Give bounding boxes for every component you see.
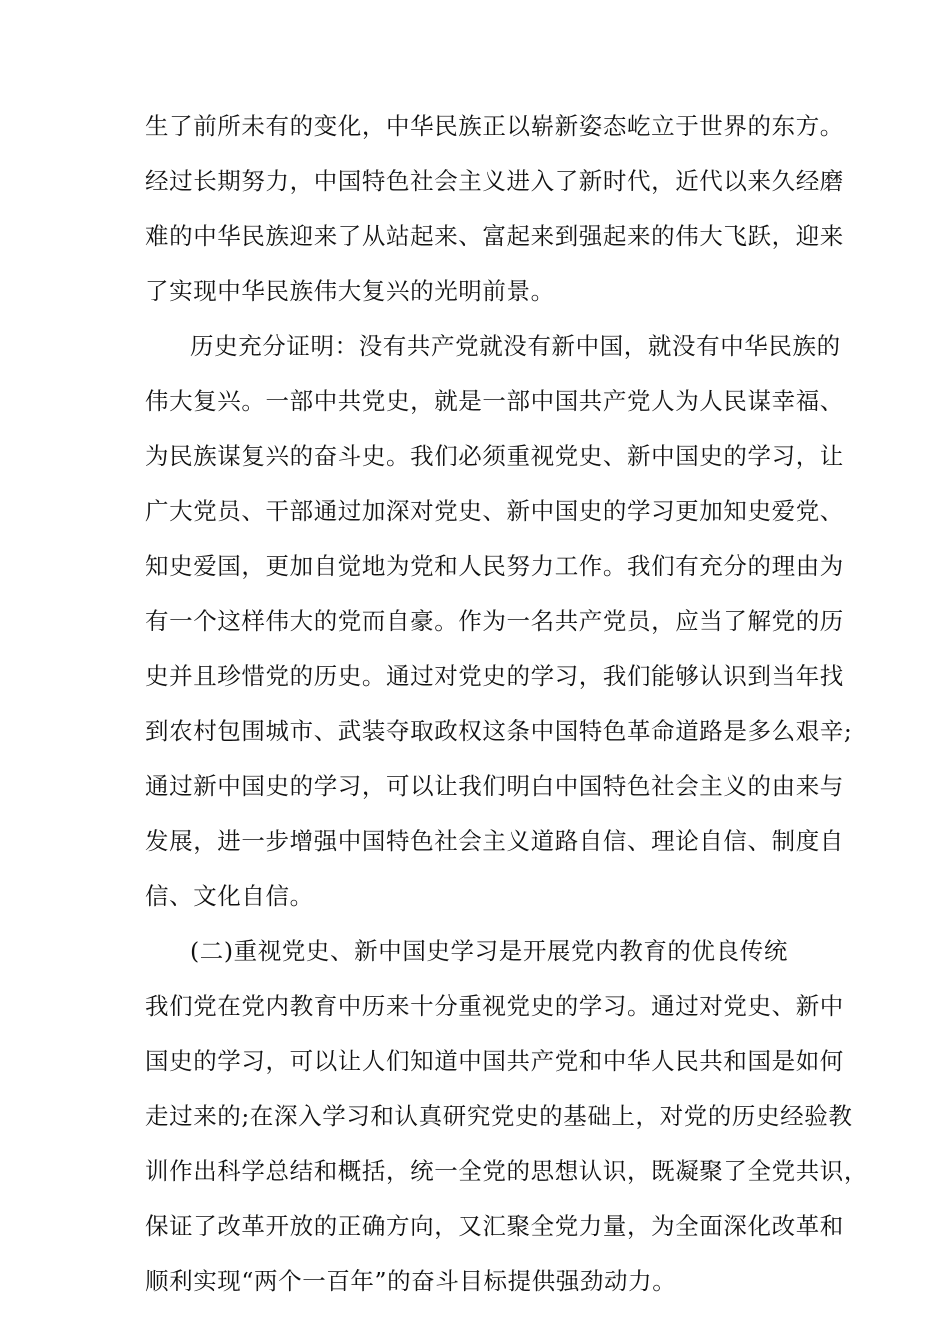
text-line: 发展，进一步增强中国特色社会主义道路自信、理论自信、制度自 xyxy=(145,827,844,855)
text-line: 通过新中国史的学习，可以让我们明白中国特色社会主义的由来与 xyxy=(145,772,844,800)
text-line: 走过来的;在深入学习和认真研究党史的基础上，对党的历史经验教 xyxy=(145,1102,853,1130)
text-line: 知史爱国，更加自觉地为党和人民努力工作。我们有充分的理由为 xyxy=(145,552,844,580)
text-line: 训作出科学总结和概括，统一全党的思想认识，既凝聚了全党共识， xyxy=(145,1157,868,1185)
text-line: 广大党员、干部通过加深对党史、新中国史的学习更加知史爱党、 xyxy=(145,497,844,525)
paragraph-first-line: 历史充分证明：没有共产党就没有新中国，就没有中华民族的 xyxy=(190,332,841,360)
text-line: 国史的学习，可以让人们知道中国共产党和中华人民共和国是如何 xyxy=(145,1047,844,1075)
text-line: 为民族谋复兴的奋斗史。我们必须重视党史、新中国史的学习，让 xyxy=(145,442,844,470)
text-line: 到农村包围城市、武装夺取政权这条中国特色革命道路是多么艰辛; xyxy=(145,717,853,745)
text-line: 我们党在党内教育中历来十分重视党史的学习。通过对党史、新中 xyxy=(145,992,844,1020)
text-line: 了实现中华民族伟大复兴的光明前景。 xyxy=(145,277,555,305)
text-line: 生了前所未有的变化，中华民族正以崭新姿态屹立于世界的东方。 xyxy=(145,112,844,140)
text-line: 史并且珍惜党的历史。通过对党史的学习，我们能够认识到当年找 xyxy=(145,662,844,690)
text-line: 伟大复兴。一部中共党史，就是一部中国共产党人为人民谋幸福、 xyxy=(145,387,844,415)
text-line: 顺利实现“两个一百年”的奋斗目标提供强劲动力。 xyxy=(145,1267,677,1295)
text-line: 信、文化自信。 xyxy=(145,882,314,910)
text-line: 有一个这样伟大的党而自豪。作为一名共产党员，应当了解党的历 xyxy=(145,607,844,635)
text-line: 经过长期努力，中国特色社会主义进入了新时代，近代以来久经磨 xyxy=(145,167,844,195)
text-line: 难的中华民族迎来了从站起来、富起来到强起来的伟大飞跃，迎来 xyxy=(145,222,844,250)
text-line: 保证了改革开放的正确方向，又汇聚全党力量，为全面深化改革和 xyxy=(145,1212,844,1240)
section-heading: (二)重视党史、新中国史学习是开展党内教育的优良传统 xyxy=(190,937,788,965)
